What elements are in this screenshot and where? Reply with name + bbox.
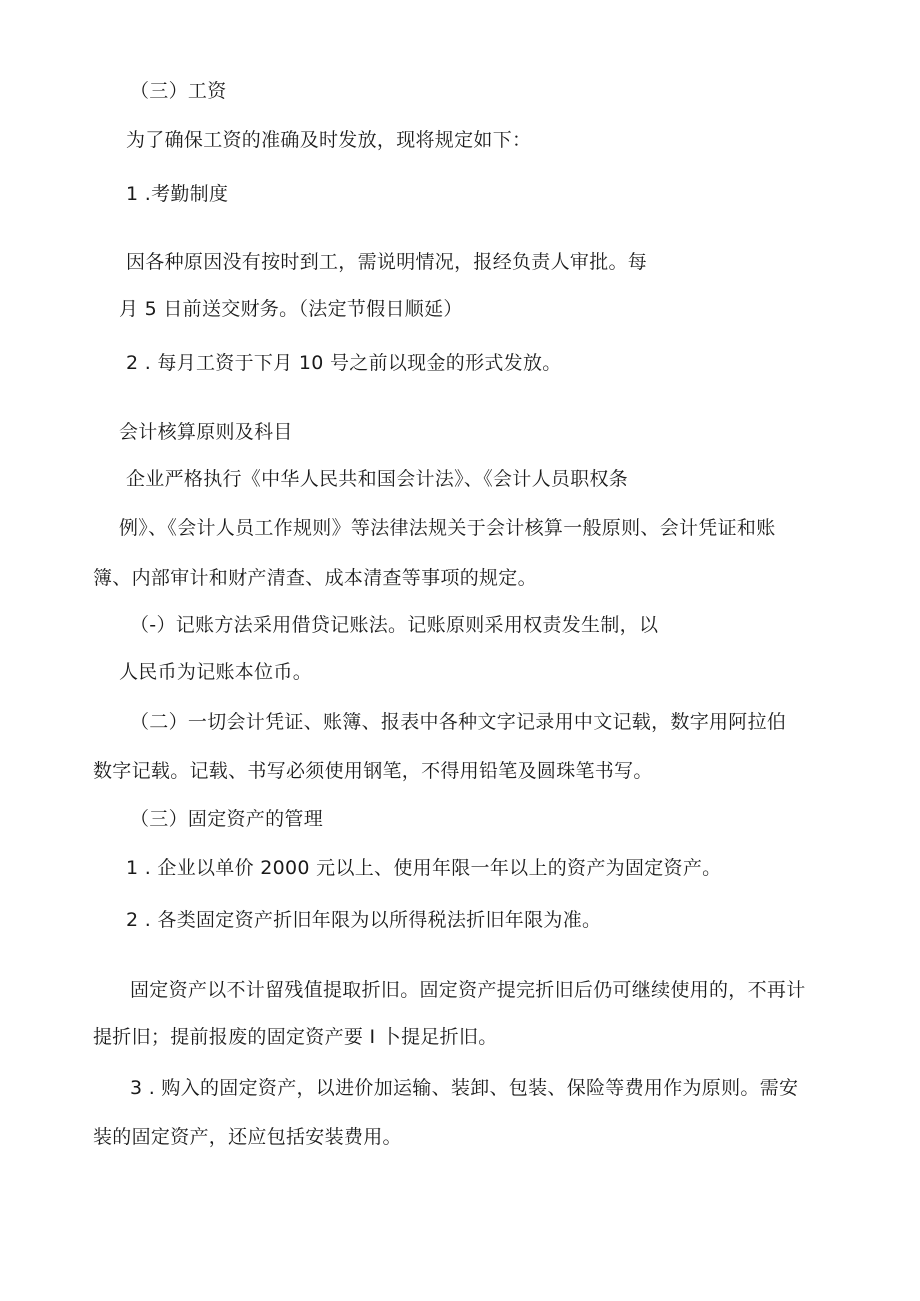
list-item-payday: 2 . 每月工资于下月 10 号之前以现金的形式发放。 [126,352,562,374]
paragraph-line: 为了确保工资的准确及时发放，现将规定如下： [126,129,532,151]
paragraph-line: 因各种原因没有按时到工，需说明情况，报经负责人审批。每 [126,251,648,273]
section-heading-accounting: 会计核算原则及科目 [119,421,293,443]
list-item-purchase-cost: 3 . 购入的固定资产，以进价加运输、装卸、包装、保险等费用作为原则。需安 [130,1077,799,1099]
paragraph-line: 例》、《会计人员工作规则》等法律法规关于会计核算一般原则、会计凭证和账 [119,517,776,539]
paragraph-line: （-）记账方法采用借贷记账法。记账原则采用权责发生制，以 [130,614,659,636]
list-item-attendance: 1 .考勤制度 [126,183,229,205]
paragraph-line: 企业严格执行《中华人民共和国会计法》、《会计人员职权条 [126,468,629,490]
section-heading-salary: （三）工资 [130,80,227,102]
paragraph-line: 人民币为记账本位币。 [119,661,313,683]
paragraph-line: 装的固定资产，还应包括安装费用。 [93,1126,402,1148]
paragraph-line: 固定资产以不计留残值提取折旧。固定资产提完折旧后仍可继续使用的，不再计 [130,979,806,1001]
section-heading-fixed-assets: （三）固定资产的管理 [130,808,324,830]
paragraph-line: 簿、内部审计和财产清查、成本清查等事项的规定。 [93,567,537,589]
paragraph-line: 月 5 日前送交财务。（法定节假日顺延） [119,298,463,320]
paragraph-line: 数字记载。记载、书写必须使用钢笔，不得用铅笔及圆珠笔书写。 [93,760,653,782]
list-item-depreciation-period: 2 . 各类固定资产折旧年限为以所得税法折旧年限为准。 [126,909,602,931]
paragraph-line: 提折旧；提前报废的固定资产要 I 卜提足折旧。 [93,1026,498,1048]
paragraph-line: （二）一切会计凭证、账簿、报表中各种文字记录用中文记载，数字用阿拉伯 [130,711,787,733]
list-item-fixed-asset-threshold: 1 . 企业以单价 2000 元以上、使用年限一年以上的资产为固定资产。 [126,857,722,879]
